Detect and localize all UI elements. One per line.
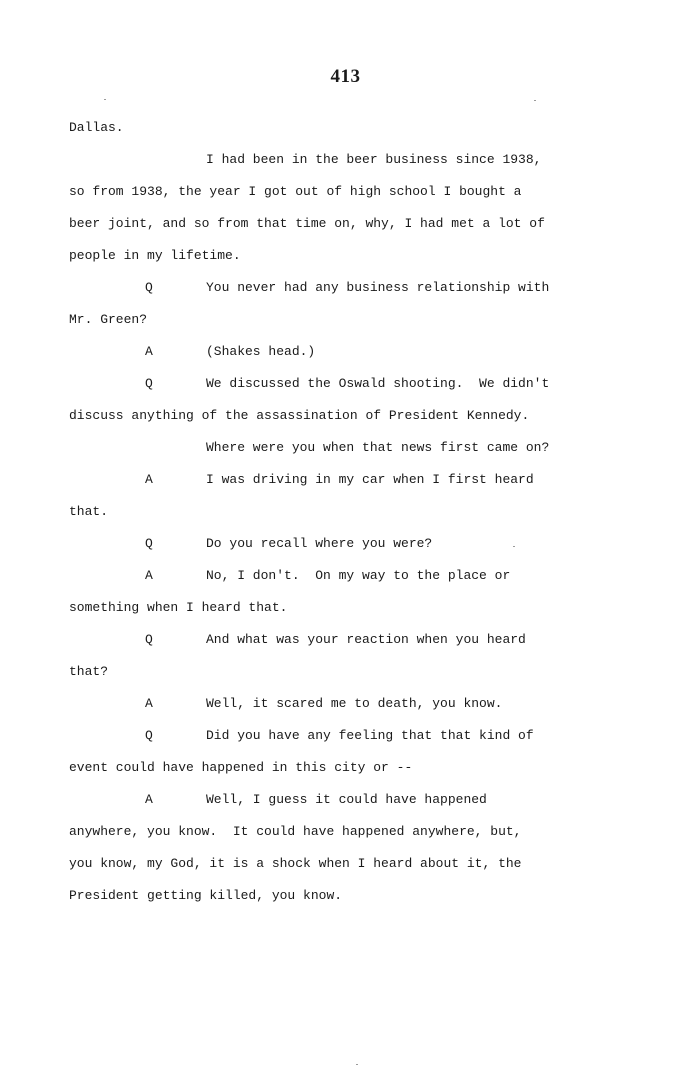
- line-text: people in my lifetime.: [69, 248, 241, 263]
- transcript-line: [0, 720, 691, 752]
- speaker-label: A: [145, 792, 153, 807]
- speaker-label: Q: [145, 376, 153, 391]
- line-text: And what was your reaction when you heard: [206, 632, 526, 647]
- transcript-line: [0, 688, 691, 720]
- line-text: Did you have any feeling that that kind of: [206, 728, 534, 743]
- transcript-line: [0, 336, 691, 368]
- transcript-line: [0, 496, 691, 528]
- transcript-line: [0, 656, 691, 688]
- line-text: I was driving in my car when I first heard: [206, 472, 534, 487]
- transcript-line: [0, 272, 691, 304]
- transcript-line: [0, 144, 691, 176]
- line-text: beer joint, and so from that time on, why, I had met a lot of: [69, 216, 545, 231]
- scan-speck: [356, 1064, 358, 1065]
- transcript-line: [0, 560, 691, 592]
- transcript-line: [0, 464, 691, 496]
- transcript-line: [0, 368, 691, 400]
- scan-speck: [534, 100, 536, 101]
- speaker-label: A: [145, 344, 153, 359]
- line-text: discuss anything of the assassination of President Kennedy.: [69, 408, 530, 423]
- line-text: President getting killed, you know.: [69, 888, 343, 903]
- line-text: you know, my God, it is a shock when I heard about it, the: [69, 856, 522, 871]
- line-text: so from 1938, the year I got out of high school I bought a: [69, 184, 522, 199]
- speaker-label: Q: [145, 632, 153, 647]
- speaker-label: Q: [145, 280, 153, 295]
- transcript-line: [0, 880, 691, 912]
- line-text: Do you recall where you were?: [206, 536, 433, 551]
- transcript-line: [0, 528, 691, 560]
- line-text: anywhere, you know. It could have happened anywhere, but,: [69, 824, 522, 839]
- transcript-line: [0, 784, 691, 816]
- line-text: that?: [69, 664, 109, 679]
- line-text: event could have happened in this city or --: [69, 760, 413, 775]
- line-text: something when I heard that.: [69, 600, 288, 615]
- speaker-label: A: [145, 696, 153, 711]
- speaker-label: Q: [145, 728, 153, 743]
- transcript-line: [0, 816, 691, 848]
- speaker-label: A: [145, 472, 153, 487]
- speaker-label: A: [145, 568, 153, 583]
- line-text: Well, it scared me to death, you know.: [206, 696, 503, 711]
- transcript-line: [0, 848, 691, 880]
- transcript-line: [0, 208, 691, 240]
- transcript-line: [0, 624, 691, 656]
- line-text: You never had any business relationship with: [206, 280, 550, 295]
- transcript-line: [0, 304, 691, 336]
- line-text: Dallas.: [69, 120, 124, 135]
- page-number: 413: [330, 66, 361, 87]
- scan-speck: [104, 99, 106, 100]
- transcript-line: [0, 400, 691, 432]
- line-text: that.: [69, 504, 109, 519]
- speaker-label: Q: [145, 536, 153, 551]
- transcript-line: [0, 176, 691, 208]
- line-text: Where were you when that news first came on?: [206, 440, 550, 455]
- transcript-line: [0, 112, 691, 144]
- transcript-line: [0, 432, 691, 464]
- line-text: Well, I guess it could have happened: [206, 792, 487, 807]
- line-text: (Shakes head.): [206, 344, 316, 359]
- transcript-line: [0, 752, 691, 784]
- line-text: No, I don't. On my way to the place or: [206, 568, 511, 583]
- line-text: I had been in the beer business since 1938,: [206, 152, 542, 167]
- transcript-line: [0, 592, 691, 624]
- line-text: We discussed the Oswald shooting. We didn't: [206, 376, 550, 391]
- line-text: Mr. Green?: [69, 312, 148, 327]
- transcript-line: [0, 240, 691, 272]
